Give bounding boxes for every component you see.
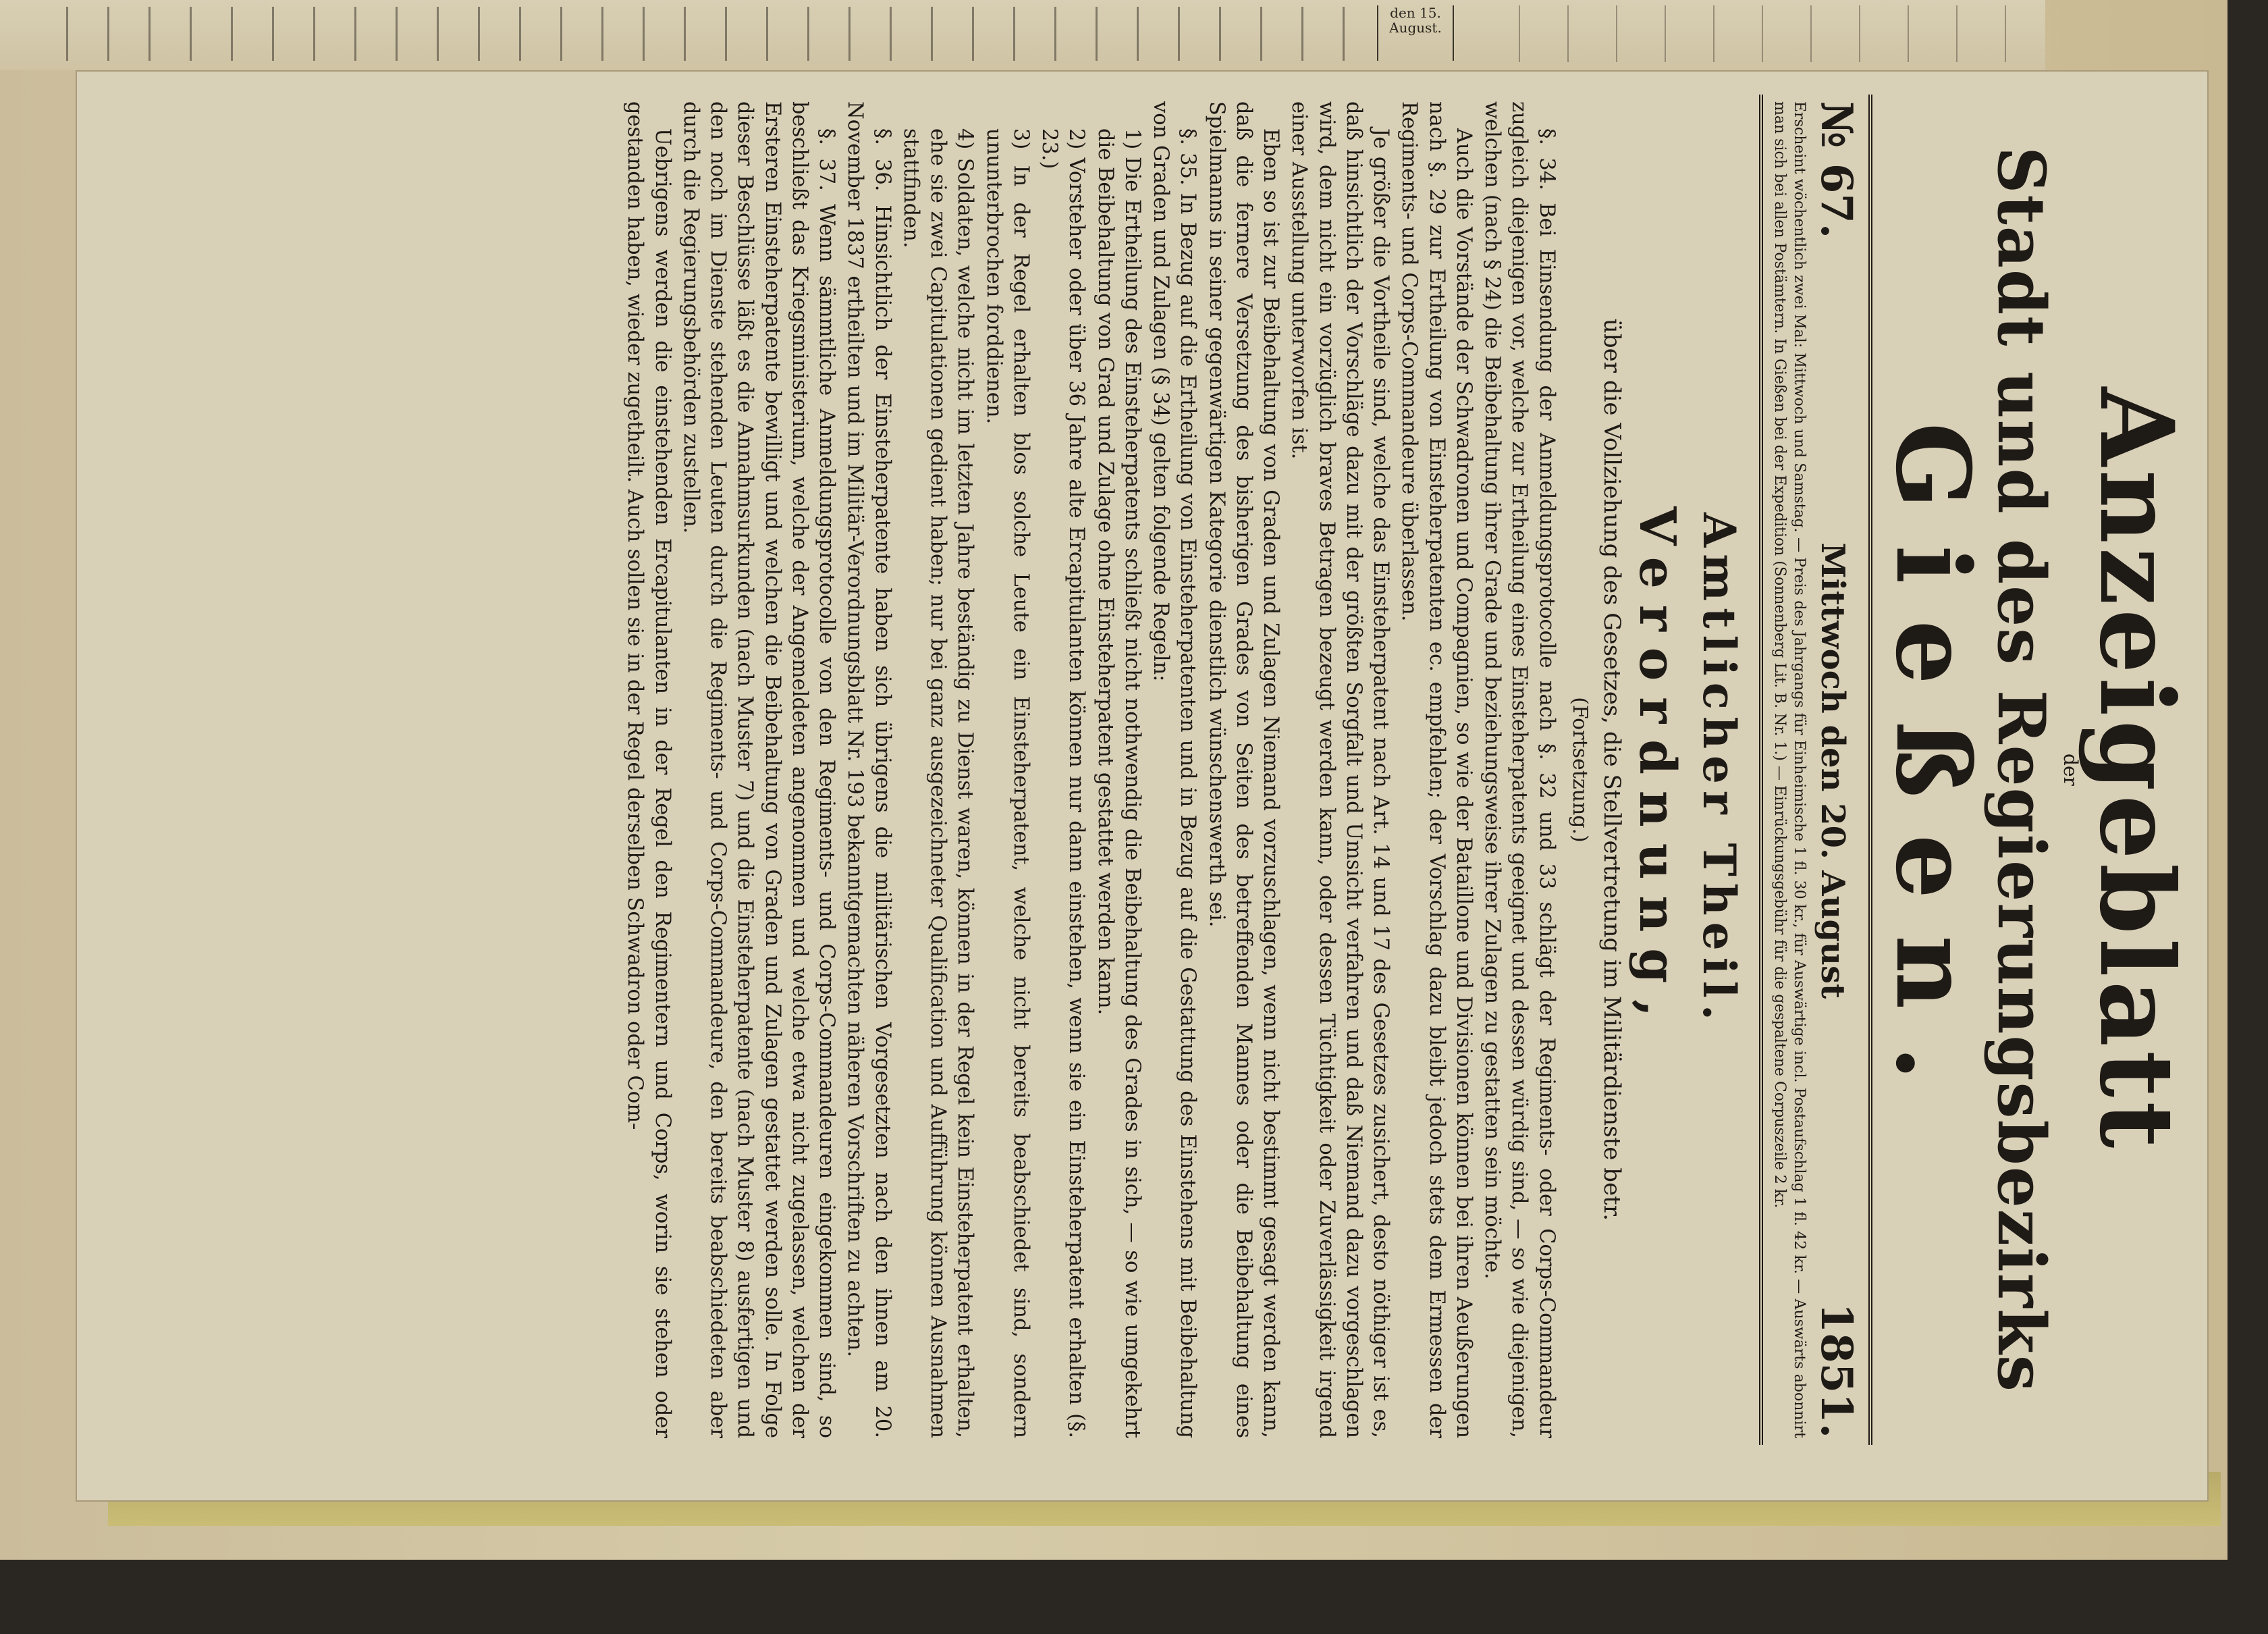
newspaper-city: Gießen. xyxy=(1873,422,1993,1117)
list-item: 1) Die Ertheilung des Einsteherpatents schließt nicht nothwendig die Beibehaltung des Grades in sich, — so wie umgekehrt die Beibehaltung von Grad und Zulage ohne Einsteherpatent gestattet werden kann. xyxy=(1093,128,1144,1438)
previous-page-strip xyxy=(0,0,2045,70)
document-subtitle: über die Vollziehung des Gesetzes, die Stellvertretung im Militärdienste betr. xyxy=(1598,318,1625,1221)
strip-date-text: den 15. August. xyxy=(1389,5,1442,36)
section-title: Amtlicher Theil. xyxy=(1692,512,1746,1027)
paragraph: Uebrigens werden die einstehenden Ercapitulanten in der Regel den Regimentern und Corps, worin sie stehen oder gestanden haben, wieder zugetheilt. Auch sollen sie in der Regel derselben Schwadron oder Com- xyxy=(623,101,674,1438)
page-content xyxy=(162,95,2196,1445)
issue-date: Mittwoch den 20. August xyxy=(1813,542,1852,999)
document-title: Verordnung, xyxy=(1627,506,1686,1033)
continuation-note: (Fortsetzung.) xyxy=(1567,697,1592,843)
paragraph: §. 36. Hinsichtlich der Einsteherpatente haben sich übrigens die militärischen Vorgesetzten nach den ihnen am 20. November 1837 ertheilten und im Militär-Verordnungsblatt Nr. 193 bekanntgemachten näheren Vorschriften zu achten. xyxy=(843,101,894,1438)
paragraph: Je größer die Vortheile sind, welche das Einsteherpatent nach Art. 14 und 17 des Gesetzes zusichert, desto nöthiger ist es, daß hinsichtlich der Vorschläge dazu mit der größten Sorgfalt und Umsicht verfahren und daß Niemand dazu vorgeschlagen wird, dem nicht ein vorzüglich braves Betragen bezeugt werden kann, oder dessen Tüchtigkeit oder Zuverlässigkeit irgend einer Ausstellung unterworfen ist. xyxy=(1287,101,1393,1438)
rule-top xyxy=(1868,95,1872,1445)
list-item: 3) In der Regel erhalten blos solche Leute ein Einsteherpatent, welche nicht bereits beabschiedet sind, sondern ununterbrochen forddienen. xyxy=(981,128,1033,1438)
table-rules-right xyxy=(1472,5,2025,62)
paragraph: Auch die Vorstände der Schwadronen und Compagnien, so wie der Bataillone und Divisionen können bei ihren Aeußerungen nach §. 29 zur Ertheilung von Einsteherpatenten ec. empfehlen; der Vorschlag dazu bleibt jedoch stets dem Ermessen der Regiments- und Corps-Commandeure überlassen. xyxy=(1397,101,1476,1438)
newspaper-title: Anzeigeblatt xyxy=(2077,387,2196,1153)
table-rules xyxy=(27,7,1350,61)
list-item: 4) Soldaten, welche nicht im letzten Jahre beständig zu Dienst waren, können in der Regel kein Einsteherpatent erhalten, ehe sie zwei Capitulationen gedient haben; nur bei ganz ausgezeichneter Qualification und Aufführung können Ausnahmen stattfinden. xyxy=(898,128,977,1438)
rule-bottom xyxy=(1759,95,1763,1445)
paragraph: §. 34. Bei Einsendung der Anmeldungsprotocolle nach §. 32 und 33 schlägt der Regiments- oder Corps-Commandeur zugleich diejenigen vor, welche zur Ertheilung eines Einsteherpatents geeignet und dessen würdig sind, — so wie diejenigen, welchen (nach § 24) die Beibehaltung ihrer Grade und beziehungsweise ihrer Zulagen zu gestatten sein möchte. xyxy=(1480,101,1559,1438)
list-item: 2) Vorsteher oder über 36 Jahre alte Ercapitulanten können nur dann einstehen, wenn sie ein Einsteherpatent erhalten (§. 23.) xyxy=(1037,128,1089,1438)
subscription-notice: Erscheint wöchentlich zwei Mal: Mittwoch und Samstag. — Preis des Jahrgangs für Einheimische 1 fl. 30 kr., für Auswärtige incl. Postaufschlag 1 fl. 42 kr. — Auswärts abonnirt man sich bei allen Postämtern. In Gießen bei der Expedition (Sonnenberg Lit. B. Nr. 1.) — Einrückungsgebühr für die gespaltene Corpuszeile 2 kr. xyxy=(1771,101,1808,1438)
article-body xyxy=(621,95,1560,1445)
issue-number: № 67. xyxy=(1810,101,1862,239)
masthead xyxy=(1873,95,2196,1445)
issue-year: 1851. xyxy=(1810,1302,1862,1438)
paragraph: §. 35. In Bezug auf die Ertheilung von Einsteherpatenten und in Bezug auf die Gestattung des Einstehens mit Beibehaltung von Graden und Zulagen (§ 34) gelten folgende Regeln: xyxy=(1149,101,1200,1438)
paragraph: Eben so ist zur Beibehaltung von Graden und Zulagen Niemand vorzuschlagen, wenn nicht bestimmt gesagt werden kann, daß die fernere Versetzung des bisherigen Grades von Seiten des betreffenden Mannes oder die Beibehaltung eines Spielmanns in seiner gegenwärtigen Kategorie dienstlich wünschenswerth sei. xyxy=(1204,101,1283,1438)
masthead-der: der xyxy=(2059,754,2082,786)
newspaper-subtitle: Stadt und des Regierungsbezirks xyxy=(1983,147,2059,1393)
issue-line xyxy=(1811,95,1862,1445)
strip-date-label xyxy=(1377,5,1454,61)
paragraph: §. 37. Wenn sämmtliche Anmeldungsprotocolle von den Regiments- und Corps-Commandeuren eingekommen sind, so beschließt das Kriegsministerium, welche der Angemeldeten angenommen und welche etwa nicht zugelassen, welchen der Ersteren Einsteherpatente bewilligt und welchen die Beibehaltung von Graden und Zulagen gestattet werden solle. In Folge dieser Beschlüsse läßt es die Annahmsurkunden (nach Muster 7) und die Einsteherpatente (nach Muster 8) ausfertigen und den noch im Dienste stehenden Leuten durch die Regiments- und Corps-Commandeure, den bereits beabschiedeten aber durch die Regierungsbehörden zustellen. xyxy=(678,101,839,1438)
